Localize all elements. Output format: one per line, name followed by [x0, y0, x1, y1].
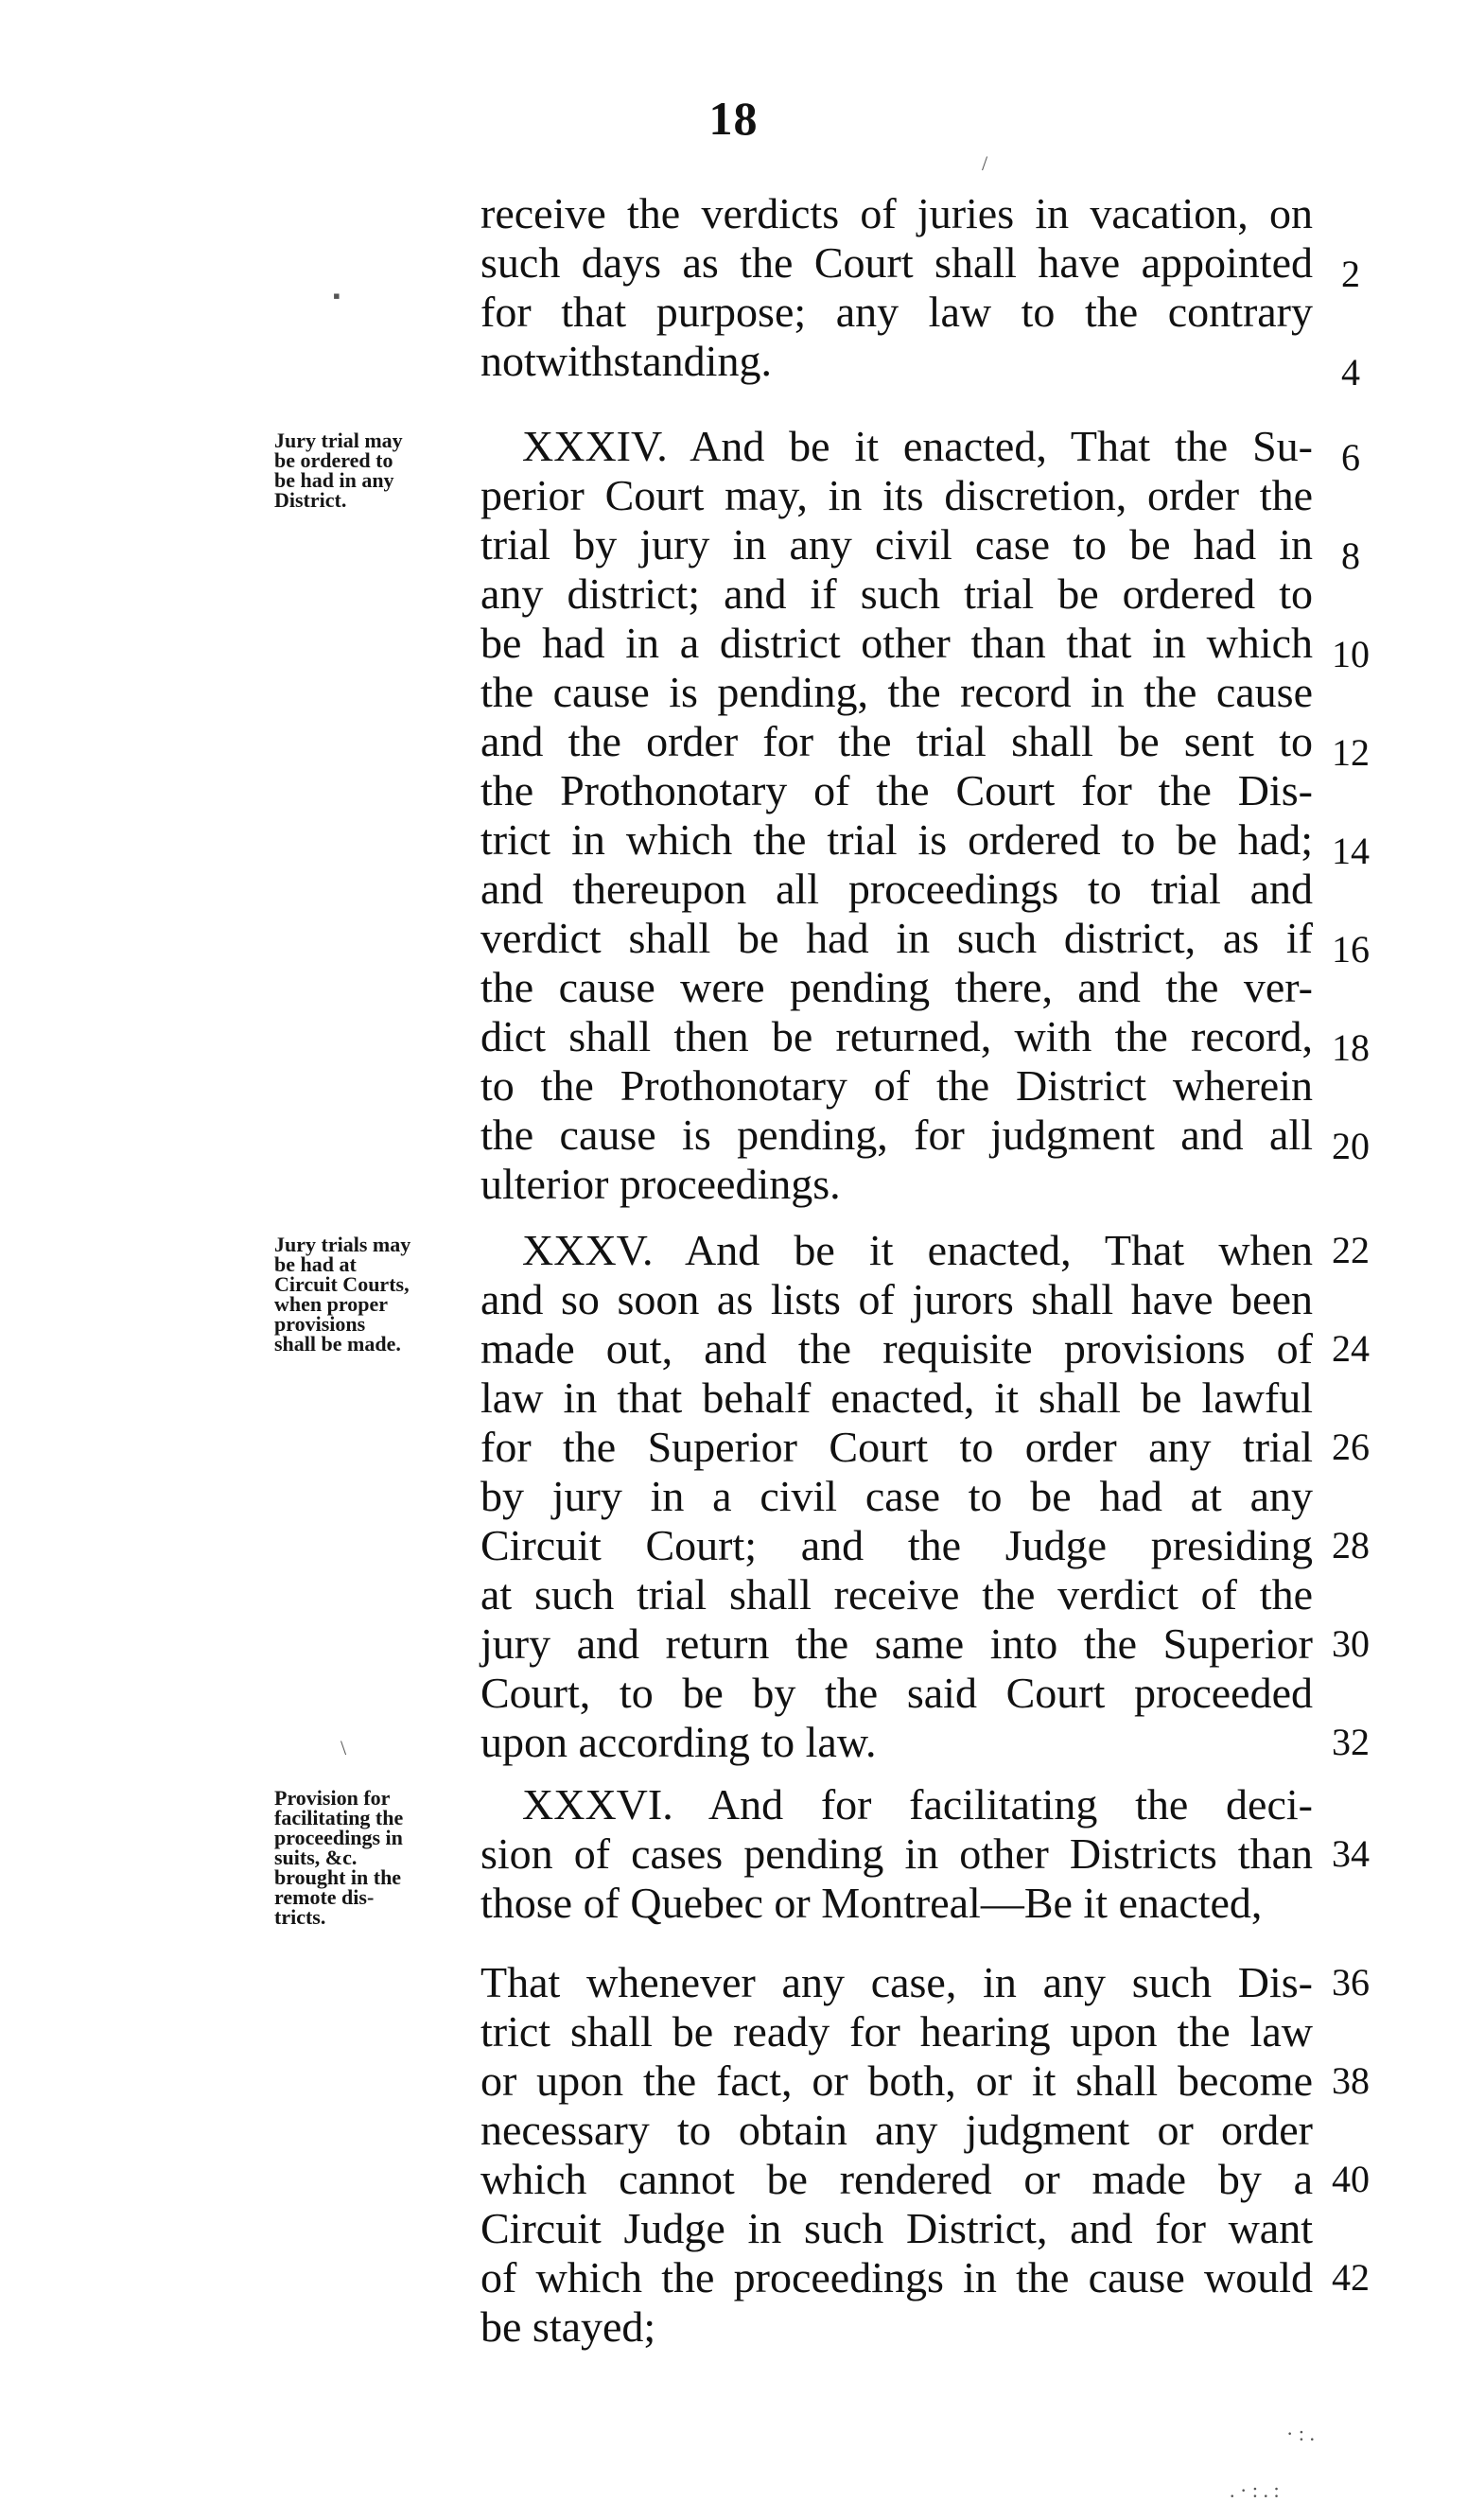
margin-note-line: District. — [274, 488, 347, 512]
text-line: perior Court may, in its discretion, order the — [480, 471, 1313, 519]
line-number: 40 — [1332, 2158, 1370, 2200]
text-line: by jury in a civil case to be had at any — [480, 1472, 1313, 1520]
line-number: 16 — [1332, 928, 1370, 971]
margin-note-line: remote dis- — [274, 1885, 375, 1909]
margin-note-line: be had at — [274, 1252, 357, 1276]
margin-note-line: suits, &c. — [274, 1846, 358, 1869]
text-line: That whenever any case, in any such Dis- — [480, 1958, 1313, 2006]
line-number: 10 — [1332, 633, 1370, 675]
text-line: trial by jury in any civil case to be had in — [480, 520, 1313, 569]
section-heading-line: XXXV. And be it enacted, That when — [522, 1226, 1313, 1274]
text-line: dict shall then be returned, with the record, — [480, 1012, 1313, 1060]
text-line: and thereupon all proceedings to trial and — [480, 865, 1313, 913]
margin-note-line: provisions — [274, 1312, 366, 1336]
scan-speck: . · : . : — [1230, 2478, 1280, 2502]
line-number: 28 — [1332, 1524, 1370, 1566]
margin-note-line: when proper — [274, 1292, 388, 1316]
text-line: trict shall be ready for hearing upon the law — [480, 2007, 1313, 2056]
line-number: 38 — [1332, 2059, 1370, 2102]
line-number: 14 — [1332, 830, 1370, 872]
text-line: and the order for the trial shall be sent to — [480, 717, 1313, 765]
margin-note-line: Provision for — [274, 1786, 391, 1810]
margin-note-line: be had in any — [274, 468, 394, 492]
section-heading-line: XXXVI. And for facilitating the deci- — [522, 1780, 1313, 1829]
margin-note-line: shall be made. — [274, 1332, 401, 1356]
section-xxxiv-note — [274, 430, 482, 510]
text-line: and so soon as lists of jurors shall have been — [480, 1275, 1313, 1323]
text-line: made out, and the requisite provisions of — [480, 1324, 1313, 1373]
text-line: verdict shall be had in such district, as if — [480, 914, 1313, 962]
line-number: 42 — [1332, 2256, 1370, 2299]
scan-speck: \ — [341, 1736, 347, 1759]
text-line: Court, to be by the said Court proceeded — [480, 1669, 1313, 1717]
line-number: 6 — [1341, 436, 1360, 479]
text-line: Circuit Judge in such District, and for want — [480, 2204, 1313, 2252]
text-line: law in that behalf enacted, it shall be lawful — [480, 1374, 1313, 1422]
text-line: which cannot be rendered or made by a — [480, 2155, 1313, 2203]
margin-note-line: be ordered to — [274, 448, 393, 472]
text-line: at such trial shall receive the verdict of the — [480, 1570, 1313, 1619]
text-line: the cause is pending, the record in the cause — [480, 668, 1313, 716]
text-line: to the Prothonotary of the District wherein — [480, 1061, 1313, 1110]
text-line: ulterior proceedings. — [480, 1160, 841, 1208]
section-xxxvi-note — [274, 1788, 482, 1927]
text-line: any district; and if such trial be ordered to — [480, 569, 1313, 618]
scan-speck: · : . — [1286, 2422, 1315, 2445]
text-line: such days as the Court shall have appointed — [480, 238, 1313, 287]
margin-note-line: facilitating the — [274, 1806, 404, 1829]
line-number: 22 — [1332, 1229, 1370, 1271]
line-number: 2 — [1341, 253, 1360, 295]
margin-note-line: Jury trials may — [274, 1233, 411, 1256]
text-line: notwithstanding. — [480, 337, 772, 385]
scan-speck: / — [982, 151, 988, 175]
scan-speck: ▪ — [333, 284, 341, 307]
text-line: for that purpose; any law to the contrary — [480, 288, 1313, 336]
text-line: trict in which the trial is ordered to be had; — [480, 815, 1313, 864]
text-line: of which the proceedings in the cause would — [480, 2253, 1313, 2301]
text-line: jury and return the same into the Superior — [480, 1619, 1313, 1668]
margin-note-line: proceedings in — [274, 1826, 403, 1849]
text-line: sion of cases pending in other Districts than — [480, 1829, 1313, 1878]
line-number: 36 — [1332, 1961, 1370, 2004]
line-number: 26 — [1332, 1426, 1370, 1468]
text-line: upon according to law. — [480, 1718, 877, 1766]
text-line: Circuit Court; and the Judge presiding — [480, 1521, 1313, 1569]
margin-note-line: tricts. — [274, 1905, 326, 1929]
line-number: 32 — [1332, 1721, 1370, 1763]
line-number: 20 — [1332, 1125, 1370, 1167]
text-line: the cause is pending, for judgment and all — [480, 1111, 1313, 1159]
section-heading-line: XXXIV. And be it enacted, That the Su- — [522, 422, 1313, 470]
text-line: for the Superior Court to order any trial — [480, 1423, 1313, 1471]
page-number: 18 — [708, 92, 759, 145]
text-line: be stayed; — [480, 2302, 656, 2351]
margin-note-line: Jury trial may — [274, 429, 403, 452]
margin-note-line: Circuit Courts, — [274, 1272, 410, 1296]
line-number: 24 — [1332, 1327, 1370, 1370]
text-line: be had in a district other than that in which — [480, 619, 1313, 667]
line-number: 18 — [1332, 1026, 1370, 1069]
line-number: 4 — [1341, 351, 1360, 394]
text-line: the cause were pending there, and the ver- — [480, 963, 1313, 1011]
section-xxxv-note — [274, 1234, 482, 1354]
margin-note-line: brought in the — [274, 1865, 402, 1889]
text-line: receive the verdicts of juries in vacation, on — [480, 189, 1313, 237]
text-line: or upon the fact, or both, or it shall become — [480, 2056, 1313, 2105]
line-number: 34 — [1332, 1832, 1370, 1875]
text-line: the Prothonotary of the Court for the Dis- — [480, 766, 1313, 814]
text-line: those of Quebec or Montreal—Be it enacted, — [480, 1879, 1263, 1927]
line-number: 30 — [1332, 1622, 1370, 1665]
text-line: necessary to obtain any judgment or order — [480, 2106, 1313, 2154]
line-number: 8 — [1341, 534, 1360, 577]
line-number: 12 — [1332, 731, 1370, 774]
